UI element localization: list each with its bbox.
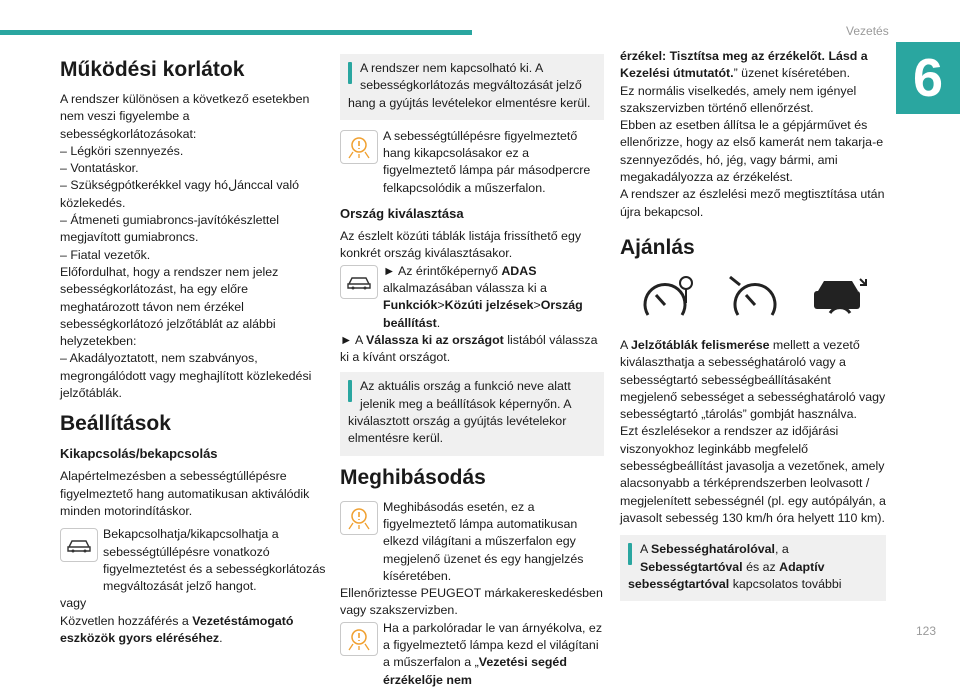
info-box: A rendszer nem kapcsolható ki. A sebességkorlátozás megváltozását jelző hang a gyújtás levételekor elmentésre kerül.	[340, 54, 604, 120]
info-icon	[628, 543, 632, 565]
list-item: – Átmeneti gumiabroncs-javítókészlettel megjavított gumiabroncs.	[60, 213, 280, 245]
car-settings-icon	[340, 265, 378, 299]
warning-note: Ha a parkolóradar le van árnyékolva, ez a figyelmeztető lámpa kezd el világítani a műszerfalon a „Vezetési segéd érzékelője nem	[340, 620, 604, 689]
speedometer-icon	[642, 273, 698, 323]
speed-pictograms	[642, 273, 870, 323]
column-1	[60, 48, 328, 647]
heading-fault: Meghibásodás	[340, 465, 486, 489]
warning-note: Meghibásodás esetén, ez a figyelmeztető lámpa automatikusan elkezd világítani a műszerfalon egy megjelenő üzenet és egy hangjelzés kíséretében.	[340, 499, 604, 585]
settings-note	[60, 526, 328, 595]
section-title: Vezetés	[846, 24, 889, 38]
column-2: A rendszer nem kapcsolható ki. A sebességkorlátozás megváltozását jelző hang a gyújtás levételekor elmentésre kerül. A sebességtúllépésre figyelmeztető hang kikapcsolásakor ez a figyelmeztető lámpa pár másodpercre felkapcsolódik a műszerfalon. Ország kiválasztása Az észlelt közúti táblák listája frissíthető egy konkrét ország kiválasztásakor. ► Az érintőképernyő ADAS alkalmazásában válassza ki a Funkciók>Közúti jelzések>Ország beállítást. ► A Válassza ki az országot listából válassza ki a kívánt országot. Az aktuális ország a funkció neve alatt jelenik meg a beállítások képernyőn. A kiválasztott ország a gyújtás levételekor elmentésre kerül. Meghibásodás Meghibásodás esetén, ez a figyelmeztető lámpa automatikusan elkezd világítani a műszerfalon egy megjelenő üzenet és egy hangjelzés kíséretében. Ellenőriztesse PEUGEOT márkakereskedésben vagy szakszervizben. Ha a parkolóradar le van árnyékolva, ez a figyelmeztető lámpa kezd el világítani a műszerfalon a „Vezetési segéd érzékelője nem	[340, 48, 604, 689]
paragraph: Alapértelmezésben a sebességtúllépésre figyelmeztető hang automatikusan aktiválódik minden motorindításkor.	[60, 469, 310, 518]
warning-lamp-icon	[340, 130, 378, 164]
page-number: 123	[915, 624, 936, 638]
info-box: Az aktuális ország a funkció neve alatt jelenik meg a beállítások képernyőn. A kiválasztott ország a gyújtás levételekor elmentésre kerül.	[340, 372, 604, 455]
paragraph: Bekapcsolhatja/kikapcsolhatja a sebességtúllépésre vonatkozó figyelmeztetést és a sebességkorlátozás megváltozását jelző hangot.	[103, 527, 326, 594]
warning-lamp-icon	[340, 622, 378, 656]
list-item: – Fiatal vezetők.	[60, 247, 151, 262]
paragraph: A rendszer az észlelési mező megtisztítása után újra bekapcsol.	[620, 187, 885, 219]
paragraph: A rendszer különösen a következő esetekben nem veszi figyelembe a sebességkorlátozásokat:	[60, 92, 310, 141]
paragraph: Ellenőriztesse PEUGEOT márkakereskedésben vagy szakszervizben.	[340, 586, 603, 618]
paragraph: Ezt észlelésekor a rendszer az időjárási viszonyokhoz leginkább megfelelő sebességbeállítást javasolja a vezetőnek, amely alacsonyabb a térképrendszerben leolvasott / megjelenített sebességnél (pl. egy autópályán, a javasolt sebesség 130 km/h óra helyett 110 km).	[620, 424, 886, 525]
list-item: – Légköri szennyezés.	[60, 143, 184, 158]
list-item: – Vontatáskor.	[60, 161, 139, 176]
country-step: ► Az érintőképernyő ADAS alkalmazásában válassza ki a Funkciók>Közúti jelzések>Ország beállítást.	[340, 263, 604, 332]
subheading-country: Ország kiválasztása	[340, 206, 464, 222]
info-box: A Sebességhatárolóval, a Sebességtartóval és az Adaptív sebességtartóval kapcsolatos további	[620, 535, 886, 601]
paragraph: Előfordulhat, hogy a rendszer nem jelez sebességkorlátozást, ha egy előre meghatározott távon nem érzékel sebességkorlátozó jelzőtáblát az alábbi helyzetekben:	[60, 264, 279, 349]
paragraph: Ebben az esetben állítsa le a gépjárművet és ellenőrizze, hogy az első kamerát nem takarja-e szennyeződés, hó, jég, vagy bármi, ami megakadályozza az érzékelést.	[620, 118, 884, 185]
heading-settings: Beállítások	[60, 412, 171, 436]
paragraph: Ez normális viselkedés, amely nem igényel szakszervizben történő ellenőrzést.	[620, 83, 857, 115]
car-settings-icon	[60, 528, 98, 562]
chapter-number: 6	[896, 42, 960, 114]
top-accent-bar	[0, 30, 472, 35]
warning-note: A sebességtúllépésre figyelmeztető hang kikapcsolásakor ez a figyelmeztető lámpa pár másodpercre felkapcsolódik a műszerfalon.	[340, 128, 604, 197]
paragraph: Az észlelt közúti táblák listája frissíthető egy konkrét ország kiválasztásakor.	[340, 229, 582, 261]
car-speed-icon	[810, 273, 870, 323]
speedometer-icon	[726, 273, 782, 323]
column-3: érzékel: Tisztítsa meg az érzékelőt. Lásd a Kezelési útmutatót.” üzenet kíséretében. Ez normális viselkedés, amely nem igényel szakszervizben történő ellenőrzést. Ebben az esetben állítsa le a gépjárművet és ellenőrizze, hogy az első kamerát nem takarja-e szennyeződés, hó, jég, vagy bármi, ami megakadályozza az érzékelést. A rendszer az észlelési mező megtisztítása után újra bekapcsol. Ajánlás A Jelzőtáblák felismerése mellett a vezető kiválaszthatja a sebességhatároló vagy a sebességtartó sebességbeállításaként megjelenő sebességet a sebességhatároló vagy sebességtartó „tárolás” gombját használva. Ezt észlelésekor a rendszer az időjárási viszonyokhoz leginkább megfelelő sebességbeállítást javasolja a vezetőnek, amely alacsonyabb a térképrendszerben leolvasott / megjelenített sebességnél (pl. egy autópályán, a javasolt sebesség 130 km/h óra helyett 110 km). A Sebességhatárolóval, a Sebességtartóval és az Adaptív sebességtartóval kapcsolatos további	[620, 48, 886, 609]
list-item: – Akadályoztatott, nem szabványos, megrongálódott vagy meghajlított közlekedési jelzőtáblák.	[60, 351, 312, 401]
heading-limits: Működési korlátok	[60, 58, 245, 81]
heading-recommendation: Ajánlás	[620, 235, 695, 259]
subheading-onoff: Kikapcsolás/bekapcsolás	[60, 446, 218, 462]
list-item: – Szükségpótkerékkel vagy hóلánccal való közlekedés.	[60, 178, 300, 210]
paragraph: vagy	[60, 596, 87, 611]
info-icon	[348, 62, 352, 84]
paragraph: Közvetlen hozzáférés a Vezetéstámogató eszközök gyors eléréséhez.	[60, 613, 294, 646]
warning-lamp-icon	[340, 501, 378, 535]
info-icon	[348, 380, 352, 402]
